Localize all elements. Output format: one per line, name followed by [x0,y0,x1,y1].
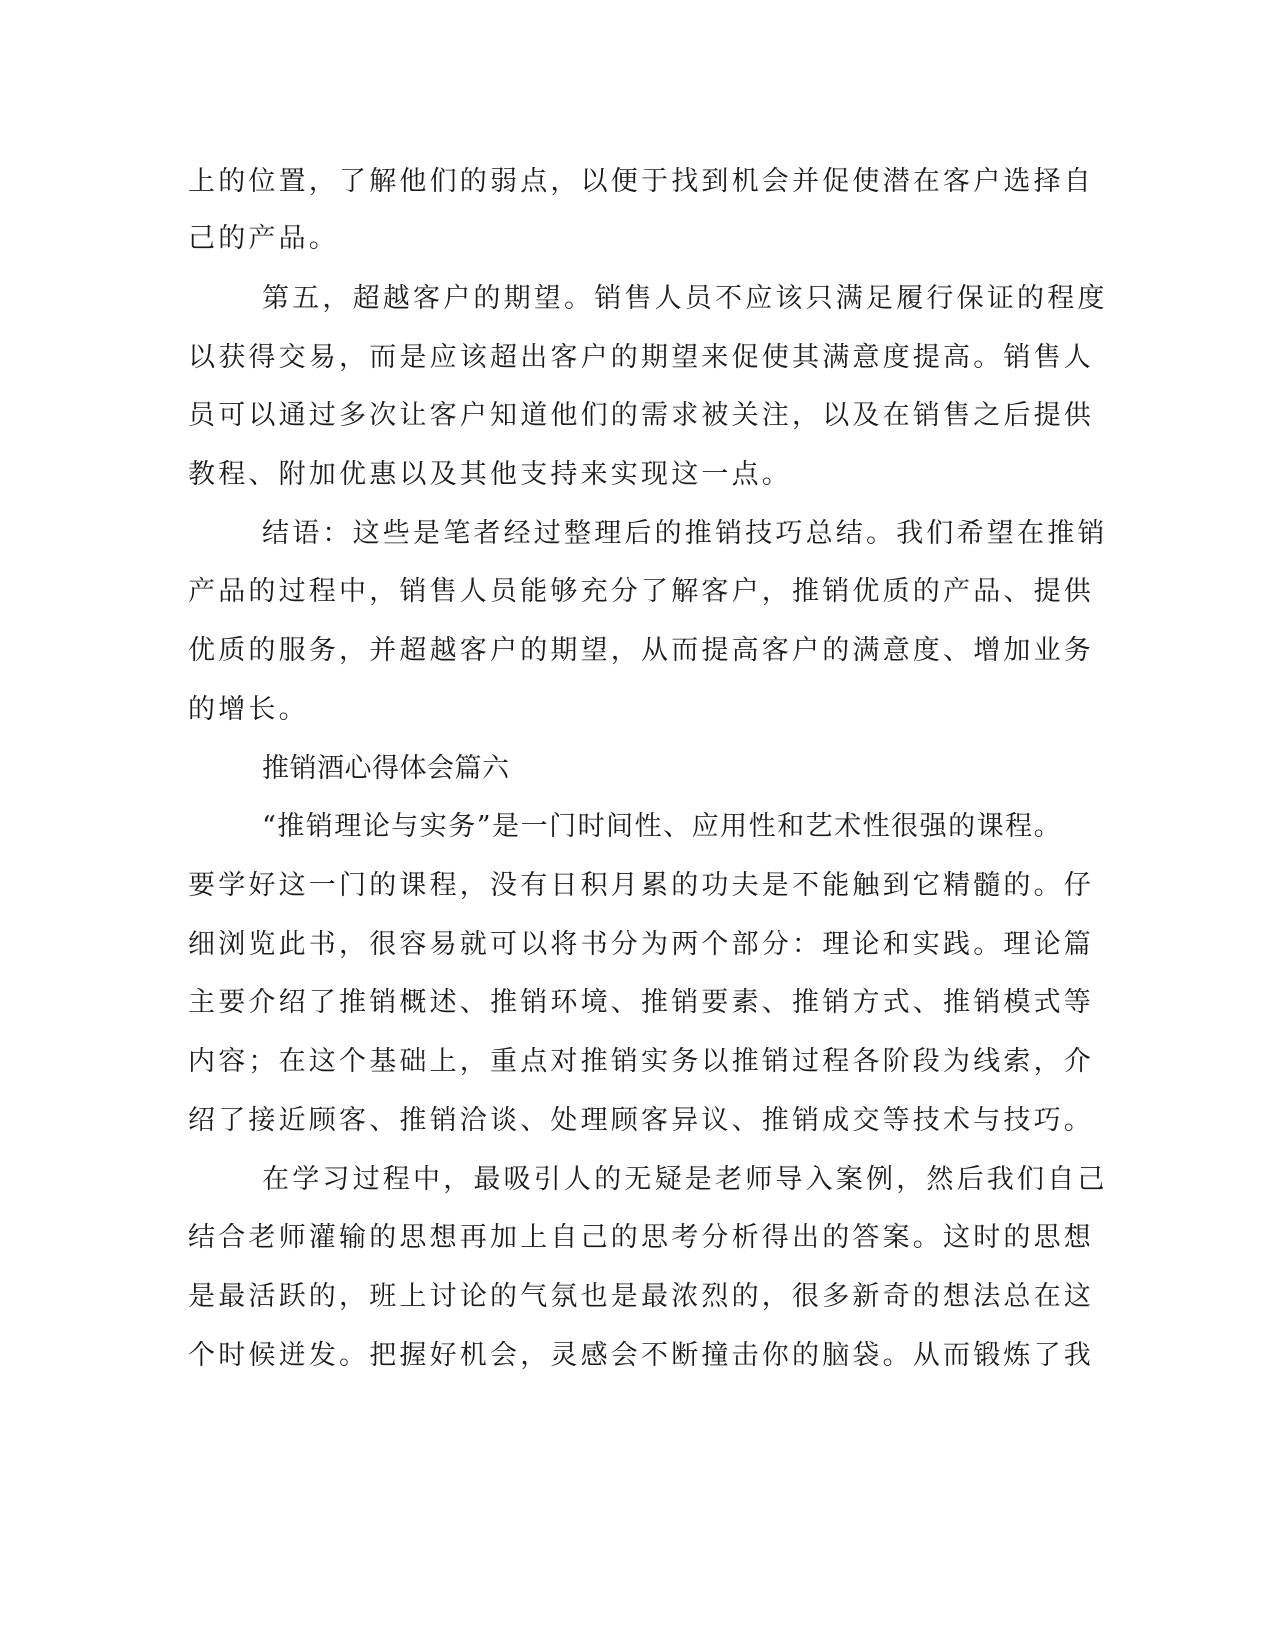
text-line: 要学好这一门的课程，没有日积月累的功夫是不能触到它精髓的。仔 [188,870,1094,901]
text-line: 细浏览此书，很容易就可以将书分为两个部分：理论和实践。理论篇 [188,929,1094,960]
text-line: 第五，超越客户的期望。销售人员不应该只满足履行保证的程度 [262,283,1108,314]
text-line: 产品的过程中，销售人员能够充分了解客户，推销优质的产品、提供 [188,576,1094,607]
text-line: “推销理论与实务”是一门时间性、应用性和艺术性很强的课程。 [262,811,1063,842]
text-line: 己的产品。 [188,223,339,254]
text-line: 结语：这些是笔者经过整理后的推销技巧总结。我们希望在推销 [262,518,1108,549]
text-line: 教程、附加优惠以及其他支持来实现这一点。 [188,459,792,490]
text-line: 在学习过程中，最吸引人的无疑是老师导入案例，然后我们自己 [262,1164,1108,1195]
text-line: 是最活跃的，班上讨论的气氛也是最浓烈的，很多新奇的想法总在这 [188,1281,1094,1312]
text-line: 的增长。 [188,694,309,725]
text-line: 员可以通过多次让客户知道他们的需求被关注，以及在销售之后提供 [188,400,1094,431]
text-line: 优质的服务，并超越客户的期望，从而提高客户的满意度、增加业务 [188,635,1094,666]
section-heading: 推销酒心得体会篇六 [262,753,510,784]
text-line: 绍了接近顾客、推销洽谈、处理顾客异议、推销成交等技术与技巧。 [188,1105,1094,1136]
text-line: 上的位置，了解他们的弱点，以便于找到机会并促使潜在客户选择自 [188,166,1094,197]
text-line: 以获得交易，而是应该超出客户的期望来促使其满意度提高。销售人 [188,342,1094,373]
text-line: 个时候迸发。把握好机会，灵感会不断撞击你的脑袋。从而锻炼了我 [188,1340,1094,1371]
text-line: 结合老师灌输的思想再加上自己的思考分析得出的答案。这时的思想 [188,1222,1094,1253]
text-line: 主要介绍了推销概述、推销环境、推销要素、推销方式、推销模式等 [188,987,1094,1018]
text-line: 内容；在这个基础上，重点对推销实务以推销过程各阶段为线索，介 [188,1046,1094,1077]
